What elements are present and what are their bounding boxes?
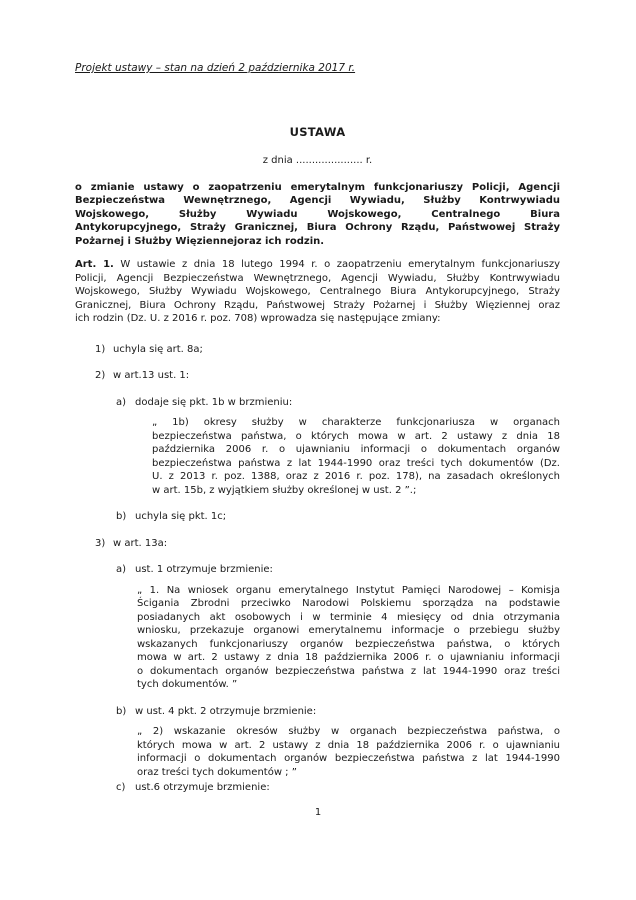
list-item-2b xyxy=(75,510,560,524)
item-marker: 3) xyxy=(95,537,106,549)
list-item-3c xyxy=(75,781,560,795)
page-number: 1 xyxy=(314,807,322,818)
amendment-list xyxy=(75,343,560,795)
subject-line: Pożarnej i Służby Więziennejoraz ich rodzin. xyxy=(75,235,325,247)
article-1-line: Policji, Agencji Bezpieczeństwa Wewnętrznego, Agencji Wywiadu, Służby Kontrwywiadu xyxy=(75,272,560,284)
quote-line: bezpieczeństwa państwa z lat 1944-1990 oraz treści tych dokumentów (Dz. xyxy=(152,457,560,469)
subject-line: Antykorupcyjnego, Straży Granicznej, Biura Ochrony Rządu, Państwowej Straży xyxy=(75,222,560,233)
item-text: w art.13 ust. 1: xyxy=(113,370,190,381)
quote-line: wskazanych funkcjonariuszy organów bezpieczeństwa państwa, o których xyxy=(137,638,560,650)
list-item-3a xyxy=(75,563,560,577)
quote-line: wniosku, przekazuje organowi emerytalnemu informacje o przebiegu służby xyxy=(137,625,560,636)
quote-line: oraz treści tych dokumentów ; ” xyxy=(137,766,297,778)
list-item-3b xyxy=(75,705,560,719)
subject-line: Wojskowego, Służby Wywiadu Wojskowego, Centralnego Biura xyxy=(75,208,560,220)
item-marker: b) xyxy=(116,511,127,522)
quote-line: informacji o dokumentach organów bezpieczeństwa państwa z lat 1944-1990 xyxy=(137,753,560,764)
quote-line: października 2006 r. o ujawnianiu informacji o dokumentach organów xyxy=(152,444,560,455)
item-marker: 2) xyxy=(95,370,106,381)
subject-line: o zmianie ustawy o zaopatrzeniu emerytalnym funkcjonariuszy Policji, Agencji xyxy=(75,181,560,193)
quote-line: tych dokumentów. ” xyxy=(137,679,238,690)
item-text: ust.6 otrzymuje brzmienie: xyxy=(135,782,270,793)
quote-line: których mowa w art. 2 ustawy z dnia 18 października 2006 r. o ujawnianiu xyxy=(137,739,560,751)
list-item-2a xyxy=(75,396,560,410)
item-text: uchyla się pkt. 1c; xyxy=(135,511,227,522)
article-1-label: Art. 1. xyxy=(75,259,114,270)
article-1-line: Granicznej, Biura Ochrony Rządu, Państwowej Straży Pożarnej i Służby Więziennej oraz xyxy=(75,299,560,311)
list-item-2 xyxy=(75,369,560,383)
item-marker: b) xyxy=(116,705,127,717)
item-marker: c) xyxy=(116,782,126,793)
quote-block-3a xyxy=(137,584,560,692)
list-item-1 xyxy=(75,343,560,357)
item-text: w ust. 4 pkt. 2 otrzymuje brzmienie: xyxy=(135,705,317,717)
document-content xyxy=(75,0,560,795)
quote-line: „ 1b) okresy służby w charakterze funkcjonariusza w organach xyxy=(152,417,560,428)
quote-line: posiadanych akt osobowych i w terminie 4 miesięcy od dnia otrzymania xyxy=(137,611,560,623)
article-1-line-text: W ustawie z dnia 18 lutego 1994 r. o zaopatrzeniu emerytalnym funkcjonariuszy xyxy=(113,259,560,270)
article-1-paragraph xyxy=(75,258,560,326)
quote-line: „ 1. Na wniosek organu emerytalnego Instytut Pamięci Narodowej – Komisja xyxy=(137,584,560,596)
quote-line: „ 2) wskazanie okresów służby w organach bezpieczeństwa państwa, o xyxy=(137,726,560,737)
quote-line: mowa w art. 2 ustawy z dnia 18 października 2006 r. o ujawnianiu informacji xyxy=(137,652,560,663)
item-text: uchyla się art. 8a; xyxy=(113,343,203,355)
article-1-line: Wojskowego, Służby Wywiadu Wojskowego, Centralnego Biura Antykorupcyjnego, Straży xyxy=(75,286,560,297)
document-title: USTAWA xyxy=(289,124,346,139)
quote-line: Ścigania Zbrodni przeciwko Narodowi Polskiemu sporządza na podstawie xyxy=(137,598,560,609)
quote-line: U. z 2013 r. poz. 1388, oraz z 2016 r. poz. 178), na zasadach określonych xyxy=(152,471,560,482)
date-placeholder-line: z dnia ..................... r. xyxy=(262,155,373,166)
quote-block-2a xyxy=(152,416,560,497)
quote-line: bezpieczeństwa państwa, o których mowa w art. 2 ustawy z dnia 18 xyxy=(152,430,560,442)
item-marker: 1) xyxy=(95,343,106,355)
item-marker: a) xyxy=(116,564,127,575)
quote-line: w art. 15b, z wyjątkiem służby określonej w ust. 2 ”.; xyxy=(152,484,417,496)
subject-paragraph xyxy=(75,181,560,249)
quote-line: o dokumentach organów bezpieczeństwa państwa z lat 1944-1990 oraz treści xyxy=(137,665,560,677)
subject-line: Bezpieczeństwa Wewnętrznego, Agencji Wywiadu, Służby Kontrwywiadu xyxy=(75,195,560,206)
item-marker: a) xyxy=(116,396,127,408)
item-text: dodaje się pkt. 1b w brzmieniu: xyxy=(135,396,293,408)
item-text: w art. 13a: xyxy=(113,537,168,549)
article-1-line: ich rodzin (Dz. U. z 2016 r. poz. 708) wprowadza się następujące zmiany: xyxy=(75,313,441,324)
quote-block-3b xyxy=(137,725,560,779)
item-text: ust. 1 otrzymuje brzmienie: xyxy=(135,564,273,575)
draft-status-note: Projekt ustawy – stan na dzień 2 października 2017 r. xyxy=(75,62,356,74)
article-1-line xyxy=(75,258,560,272)
list-item-3 xyxy=(75,537,560,551)
